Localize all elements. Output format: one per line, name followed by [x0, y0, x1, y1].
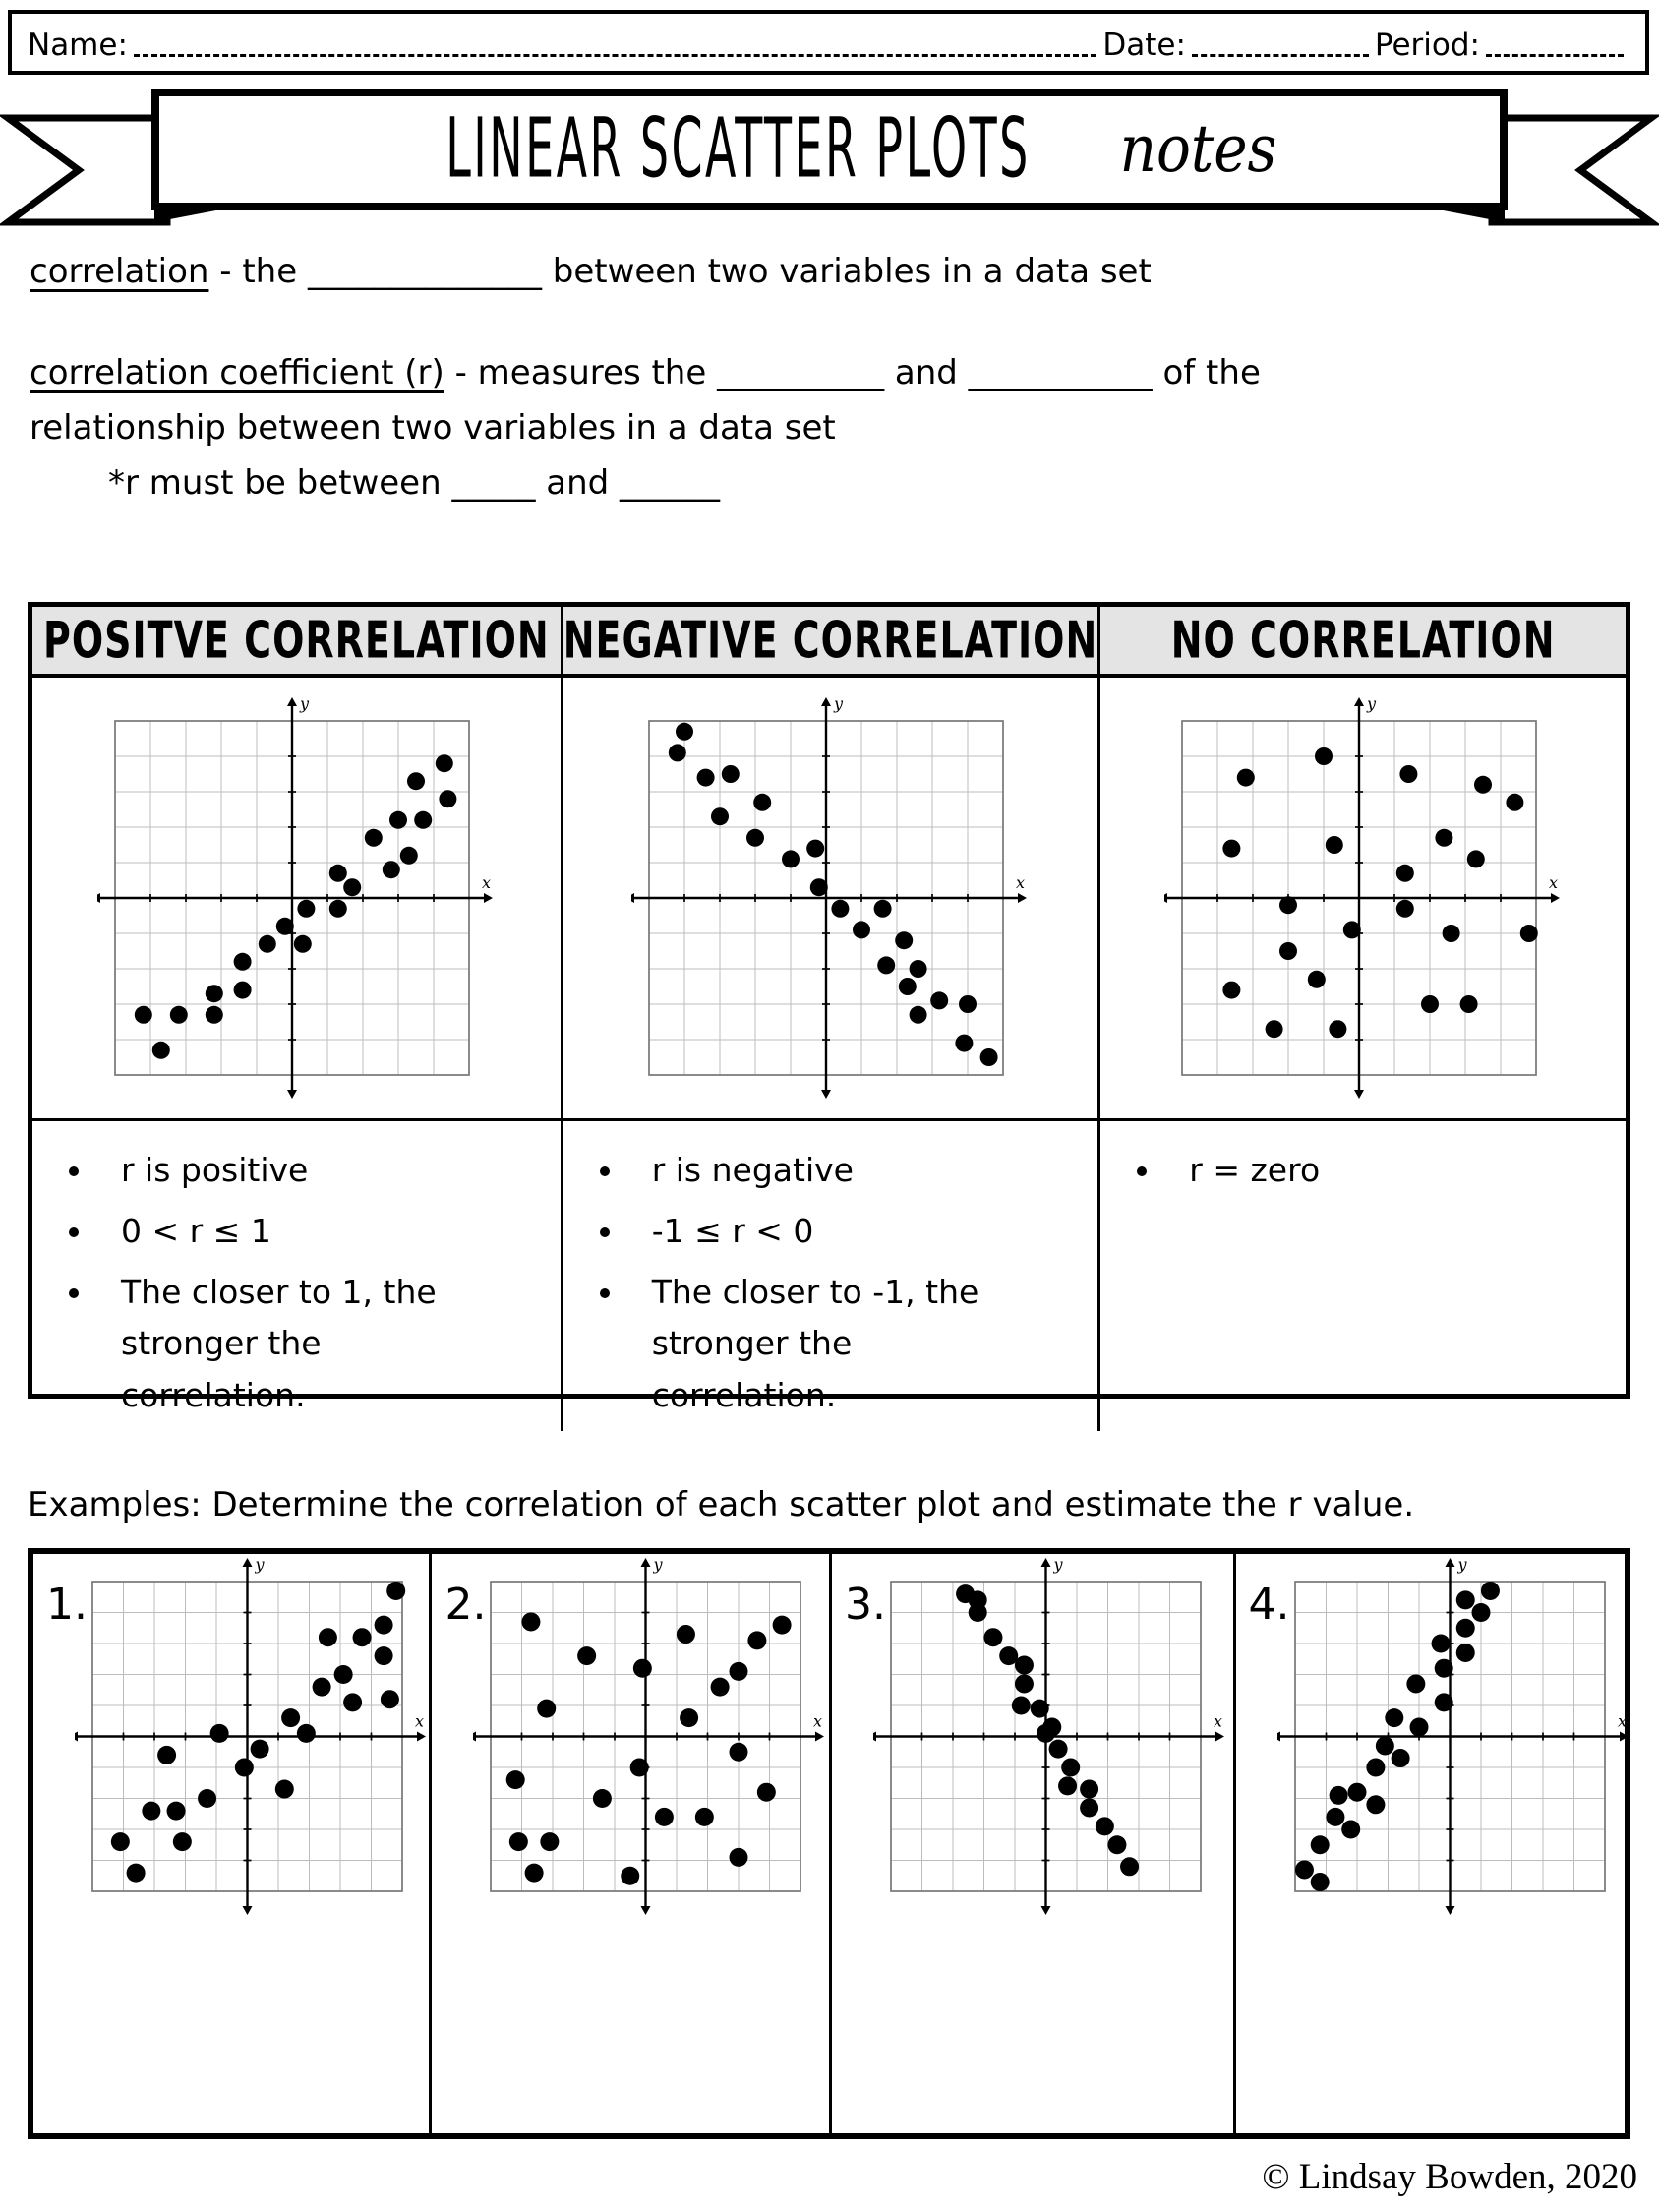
positive-bullets-cell: [32, 1118, 561, 1431]
r-range-note: [30, 456, 1261, 511]
correlation-definition: [30, 252, 1152, 291]
example-scatter-plot-1: [75, 1556, 428, 1917]
bullet-item: • r = zero: [1163, 1145, 1537, 1196]
bullet-item: • -1 ≤ r < 0: [626, 1206, 1010, 1257]
svg-text:y: y: [255, 1556, 265, 1574]
header-no-correlation: NO CORRELATION: [1097, 607, 1626, 678]
svg-text:x: x: [813, 1711, 823, 1731]
scatter-plot-none: [1164, 695, 1562, 1101]
svg-text:y: y: [300, 695, 310, 713]
page-title: [157, 93, 1501, 204]
period-label: Period:: [1374, 28, 1480, 63]
r-note-text: *r must be between: [108, 462, 452, 503]
example-cell-3: [829, 1554, 1233, 2133]
copyright-notice: © Lindsay Bowden, 2020: [1262, 2157, 1637, 2197]
bullet-item: • r is negative: [626, 1145, 1010, 1196]
correlation-fill-blank: ______________: [307, 252, 542, 291]
page-title-main: LINEAR SCATTER PLOTS: [444, 100, 1031, 197]
example-cell-1: [33, 1554, 429, 2133]
coefficient-text-end: of the: [1152, 353, 1261, 392]
examples-prompt: Examples: Determine the correlation of each scatter plot and estimate the r value.: [28, 1485, 1415, 1524]
bullet-item: • 0 < r ≤ 1: [95, 1206, 472, 1257]
positive-plot-cell: [32, 678, 561, 1118]
coefficient-definition: [30, 346, 1261, 510]
svg-text:y: y: [1367, 695, 1377, 713]
negative-bullets-cell: [561, 1118, 1098, 1431]
header-negative-correlation: NEGATIVE CORRELATION: [561, 607, 1098, 678]
scatter-plot-positive: [97, 695, 495, 1101]
r-fill-blank-2: ______: [620, 462, 721, 503]
svg-text:y: y: [834, 695, 844, 713]
positive-bullet-list: [32, 1145, 472, 1421]
example-cell-2: [429, 1554, 829, 2133]
r-note-and: and: [535, 462, 621, 503]
title-banner: [0, 84, 1659, 249]
example-scatter-plot-4: [1277, 1556, 1630, 1917]
bullet-item: • r is positive: [95, 1145, 472, 1196]
svg-text:y: y: [1053, 1556, 1063, 1574]
example-number: 4.: [1248, 1580, 1290, 1630]
none-bullet-list: [1100, 1145, 1537, 1196]
header-positive-correlation: POSITVE CORRELATION: [32, 607, 561, 678]
svg-text:x: x: [1213, 1711, 1222, 1731]
example-number: 2.: [444, 1580, 487, 1630]
none-bullets-cell: [1097, 1118, 1626, 1431]
svg-text:x: x: [1016, 873, 1026, 892]
example-scatter-plot-3: [873, 1556, 1226, 1917]
bullet-item: • The closer to 1, the stronger the correlation.: [95, 1267, 472, 1420]
example-cell-4: [1233, 1554, 1625, 2133]
svg-text:x: x: [482, 873, 492, 892]
page-title-script: notes: [1119, 109, 1277, 188]
coefficient-term: correlation coefficient (r): [30, 353, 444, 392]
scatter-plot-negative: [631, 695, 1029, 1101]
none-plot-cell: [1097, 678, 1626, 1118]
correlation-term: correlation: [30, 252, 209, 291]
correlation-text-rest: between two variables in a data set: [541, 252, 1152, 291]
coefficient-text-and: and: [884, 353, 969, 392]
correlation-notes-table: [28, 602, 1630, 1414]
bullet-item: • The closer to -1, the stronger the correlation.: [626, 1267, 1010, 1420]
coefficient-line1: [30, 346, 1261, 401]
name-label: Name:: [28, 28, 128, 63]
correlation-text-mid: - the: [208, 252, 308, 291]
negative-plot-cell: [561, 678, 1098, 1118]
date-label: Date:: [1102, 28, 1186, 63]
name-blank-line: [134, 46, 1096, 57]
svg-text:y: y: [653, 1556, 664, 1574]
coefficient-fill-blank-1: __________: [717, 353, 885, 392]
svg-text:x: x: [1617, 1711, 1627, 1731]
svg-text:x: x: [414, 1711, 424, 1731]
coefficient-line2: relationship between two variables in a data set: [30, 407, 836, 448]
name-date-period-box: [8, 10, 1649, 75]
example-scatter-plot-2: [473, 1556, 826, 1917]
svg-text:y: y: [1457, 1556, 1467, 1574]
date-blank-line: [1192, 46, 1369, 57]
svg-text:x: x: [1549, 873, 1559, 892]
examples-table: [28, 1548, 1630, 2139]
coefficient-fill-blank-2: ___________: [968, 353, 1153, 392]
period-blank-line: [1486, 46, 1624, 57]
example-number: 1.: [46, 1580, 88, 1630]
example-number: 3.: [845, 1580, 886, 1630]
negative-bullet-list: [563, 1145, 1010, 1421]
coefficient-text-mid: - measures the: [444, 353, 718, 392]
r-fill-blank-1: _____: [451, 462, 536, 503]
